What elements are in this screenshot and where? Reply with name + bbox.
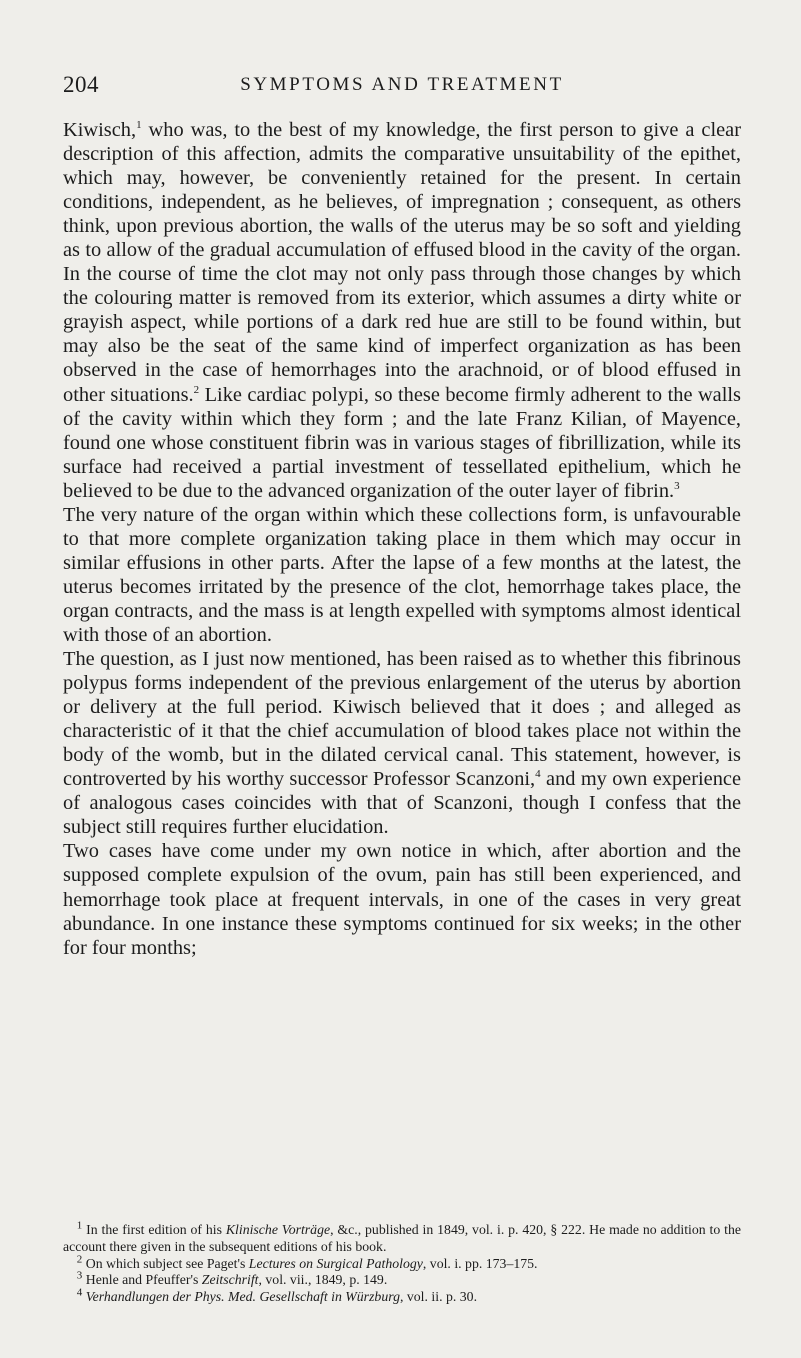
footnote-number: 2	[76, 1253, 83, 1265]
paragraph	[63, 503, 741, 647]
text-run: The very nature of the organ within which these collections form, is unfavourable to that more complete organization taking place in them which may occur in similar effusions in other parts. After the lapse of a few months at the latest, the uterus becomes irritated by the presence of the clot, hemorrhage takes place, the organ contracts, and the mass is at length expelled with symptoms almost identical with those of an abortion.	[63, 503, 741, 646]
citation-title: Klinische Vorträge	[225, 1222, 331, 1237]
text-run: The question, as I just now mentioned, has been raised as to whether this fibrinous polypus forms independent of the previous enlargement of the uterus by abortion or delivery at the full period. Kiwisch believed that it does ; and alleged as characteristic of it that the chief accumulation of blood takes place not within the body of the womb, but in the dilated cervical canal. This statement, however, is controverted by his worthy successor Professor Scanzoni,	[63, 648, 741, 791]
text-run: Henle and Pfeuffer's	[82, 1272, 202, 1288]
citation-title: Zeitschrift	[201, 1272, 259, 1288]
footnote-ref: 1	[136, 119, 142, 132]
footnote	[63, 1253, 741, 1273]
body-text	[63, 118, 741, 960]
paragraph	[63, 647, 741, 839]
citation-title: Verhandlungen der Phys. Med. Gesellschaft in Würzburg	[85, 1289, 400, 1305]
text-run: and my own experience of analogous cases coincides with that of Scanzoni, though I confess that the subject still requires further elucidation.	[63, 768, 742, 839]
footnote-ref: 2	[193, 383, 200, 396]
page-header	[63, 72, 741, 102]
text-run: Two cases have come under my own notice in which, after abortion and the supposed complete expulsion of the ovum, pain has still been experienced, and hemorrhage took place at frequent intervals, in one of the cases in very great abundance. In one instance these symptoms continued for six weeks; in the other for four months;	[63, 840, 741, 959]
text-run: In the first edition of his	[82, 1222, 226, 1237]
footnotes	[63, 1219, 742, 1306]
text-run: , vol. vii., 1849, p. 149.	[258, 1272, 388, 1288]
paragraph	[63, 118, 741, 503]
paragraph	[63, 839, 741, 959]
footnote-number: 1	[76, 1219, 83, 1232]
text-run: , &c., published in 1849, vol. i. p. 420, § 222. He made no addition to the account there given in the subsequent editions of his book.	[63, 1222, 742, 1254]
footnote	[63, 1219, 742, 1256]
page-number: 204	[63, 72, 99, 97]
text-run: , vol. i. pp. 173–175.	[422, 1255, 538, 1271]
text-run: Kiwisch,	[63, 119, 137, 141]
text-run: , vol. ii. p. 30.	[399, 1289, 478, 1305]
running-head: SYMPTOMS AND TREATMENT	[240, 74, 564, 95]
text-run: who was, to the best of my knowledge, the first person to give a clear description of this affection, admits the comparative unsuitability of the epithet, which may, however, be conveniently retained for the present. In certain conditions, independent, as he believes, of impregnation ; consequent, as others think, upon previous abortion, the walls of the uterus may be so soft and yielding as to allow of the gradual accumulation of effused blood in the cavity of the organ. In the course of time the clot may not only pass through those changes by which the colouring matter is removed from its exterior, which assumes a dirty white or grayish aspect, while portions of a dark red hue are still to be found within, but may also be the seat of the same kind of imperfect organization as has been observed in the case of hemorrhages into the arachnoid, or of blood effused in other situations.	[63, 119, 741, 406]
text-run: On which subject see Paget's	[82, 1255, 249, 1271]
text-run: Like cardiac polypi, so these become firmly adherent to the walls of the cavity within which they form ; and the late Franz Kilian, of Mayence, found one whose constituent fibrin was in various stages of fibrillization, while its surface had received a partial investment of tessellated epithelium, which he believed to be due to the advanced organization of the outer layer of fibrin.	[63, 383, 741, 502]
footnote	[63, 1286, 741, 1306]
footnote-number: 4	[76, 1286, 83, 1299]
footnote-ref: 4	[535, 768, 541, 781]
footnote	[63, 1269, 741, 1289]
footnote-number: 3	[76, 1269, 83, 1282]
footnote-ref: 3	[674, 479, 680, 492]
citation-title: Lectures on Surgical Pathology	[248, 1255, 423, 1271]
